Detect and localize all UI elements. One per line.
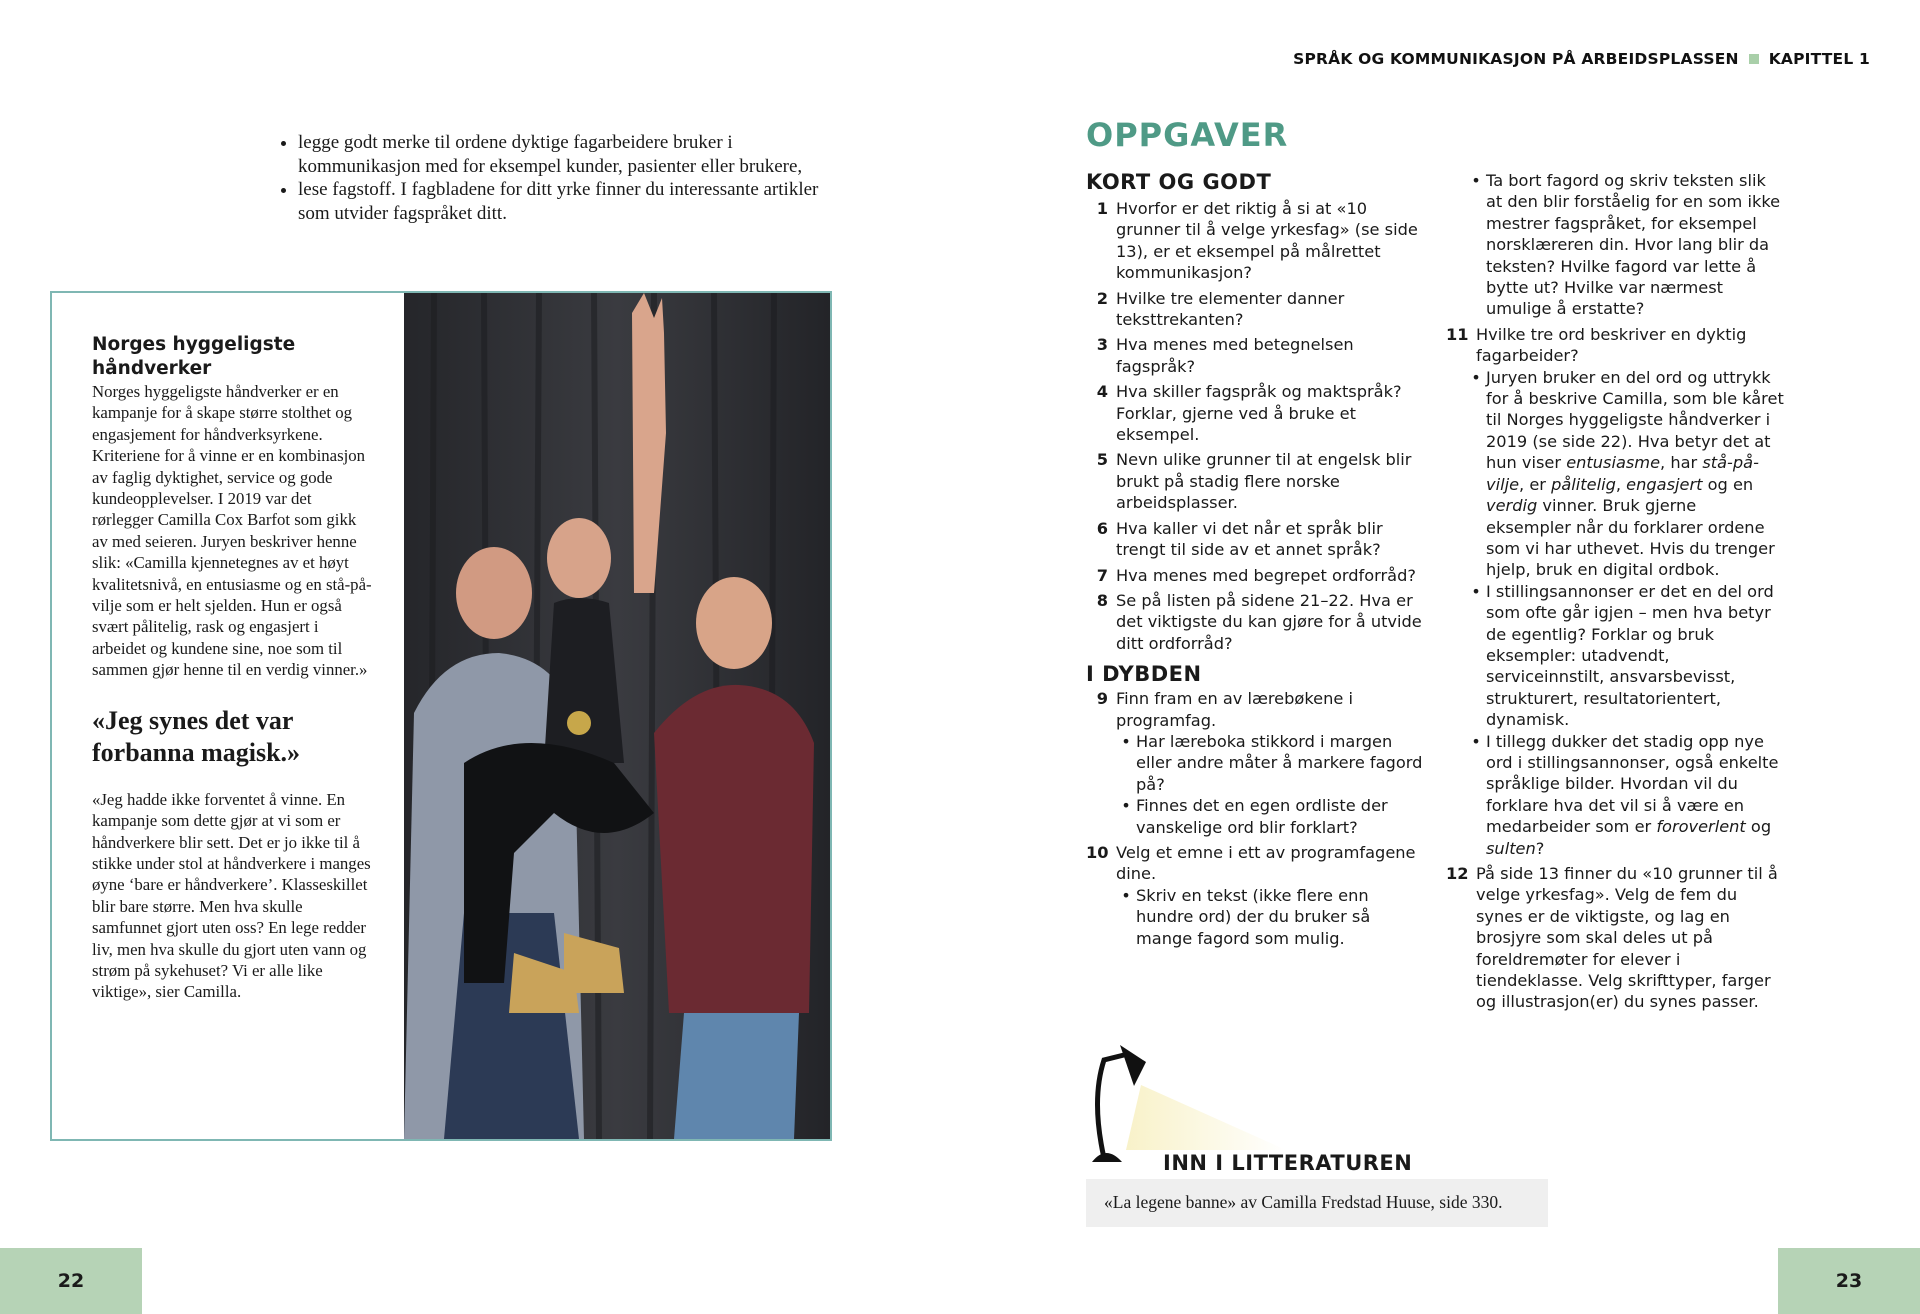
literature-reference: «La legene banne» av Camilla Fredstad Huuse, side 330.	[1086, 1179, 1548, 1227]
task-3: 3 Hva menes med betegnelsen fagspråk?	[1096, 335, 1354, 376]
feature-title: Norges hyggeligste håndverker	[92, 334, 296, 379]
task-11-subs	[1466, 367, 1786, 859]
task-11-sub: • I tillegg dukker det stadig opp nye ord i stillingsannonser, også enkelte språklige bilder. Hvordan vil du forklare hva det vil si å være en medarbeider som er foroverlent og sulten?	[1471, 731, 1779, 858]
running-header	[1293, 50, 1870, 68]
page-number-left: 22	[0, 1248, 142, 1314]
feature-body-2: «Jeg hadde ikke forventet å vinne. En kampanje som dette gjør at vi som er håndverkere blir sett. Det er jo ikke til å stikke under stol at håndverkere i manges øyne ‘bare er håndverkere’. Klasseskillet blir bare større. Men hva skulle samfunnet gjort uten oss? En lege redder liv, men hva skulle du gjort uten vann og strøm på sykehuset? Vi er alle like viktige», sier Camilla.	[92, 789, 371, 1002]
task-5: 5 Nevn ulike grunner til at engelsk blir brukt på stadig flere norske arbeidsplasser.	[1096, 450, 1412, 513]
feature-body: Norges hyggeligste håndverker er en kampanje for å skape større stolthet og engasjement for håndverksyrkene. Kriteriene for å vinne er en kombinasjon av faglig dyktighet, service og gode kundeopplevelser. I 2019 var det rørlegger Camilla Cox Barfot som gikk av med seieren. Juryen beskriver henne slik: «Camilla kjennetegnes av et høyt kvalitetsnivå, en entusiasme og en stå-på-vilje som er helt sjelden. Hun er også svært pålitelig, rask og engasjert i arbeidet og kundene sine, noe som til sammen gjør henne til en verdig vinner.»	[92, 382, 372, 680]
task-10-sub: • Skriv en tekst (ikke flere enn hundre ord) der du bruker så mange fagord som mulig.	[1121, 885, 1371, 948]
task-10-subs	[1116, 885, 1426, 949]
feature-box-text	[92, 333, 372, 1003]
page-number-right: 23	[1778, 1248, 1920, 1314]
intro-bullet: • lese fagstoff. I fagbladene for ditt yrke finner du interessante artikler som utvider fagspråket ditt.	[298, 178, 828, 225]
tasks-title: OPPGAVER	[1086, 116, 1289, 154]
task-10-subs-continued	[1466, 170, 1786, 320]
task-2: 2 Hvilke tre elementer danner teksttrekanten?	[1096, 288, 1345, 330]
task-9-sub: • Finnes det en egen ordliste der vanskelige ord blir forklart?	[1121, 796, 1388, 837]
task-11-sub: • Juryen bruker en del ord og uttrykk for å beskrive Camilla, som ble kåret til Norges hyggeligste håndverker i 2019 (se side 22). Hva betyr det at hun viser entusiasme, har stå-på-vilje, er pålitelig, engasjert og en verdig vinner. Bruk gjerne eksempler når du forklarer ordene som vi har uthevet. Hvis du trenger hjelp, bruk en digital ordbok.	[1471, 367, 1784, 580]
task-9: 9 Finn fram en av lærebøkene i programfag.	[1096, 689, 1353, 730]
chapter-title: SPRÅK OG KOMMUNIKASJON PÅ ARBEIDSPLASSEN	[1293, 50, 1739, 68]
tasks-column-1	[1086, 170, 1426, 949]
intro-bullet: • legge godt merke til ordene dyktige fagarbeidere bruker i kommunikasjon med for eksempel kunder, pasienter eller brukere,	[298, 131, 828, 178]
task-4: 4 Hva skiller fagspråk og maktspråk? Forklar, gjerne ved å bruke et eksempel.	[1096, 382, 1402, 445]
tasks-column-2	[1446, 170, 1786, 1017]
task-1: 1 Hvorfor er det riktig å si at «10 grunner til å velge yrkesfag» (se side 13), er et eksempel på målrettet kommunikasjon?	[1096, 199, 1418, 283]
task-11: 11 Hvilke tre ord beskriver en dyktig fagarbeider?	[1446, 324, 1747, 366]
section-heading-i-dybden: I DYBDEN	[1086, 662, 1202, 687]
award-photo	[404, 293, 830, 1139]
task-12: 12 På side 13 finner du «10 grunner til å velge yrkesfag». Velg de fem du synes er de viktigste, og lag en brosjyre som skal deles ut på foreldremøter for elever i tiendeklasse. Velg skrifttyper, farger og illustrasjon(er) du synes passer.	[1446, 864, 1778, 1012]
task-11-sub: • I stillingsannonser er det en del ord som ofte går igjen – men hva betyr de egentlig? Forklar og bruk eksempler: utadvendt, serviceinnstilt, ansvarsbevisst, strukturert, resultatorientert, dynamisk.	[1471, 581, 1774, 730]
section-heading-kort-og-godt: KORT OG GODT	[1086, 170, 1272, 194]
intro-bullets	[268, 131, 828, 225]
task-7: 7 Hva menes med begrepet ordforråd?	[1096, 565, 1416, 585]
task-6: 6 Hva kaller vi det når et språk blir trengt til side av et annet språk?	[1096, 518, 1383, 560]
task-9-subs	[1116, 731, 1426, 838]
chapter-label: KAPITTEL 1	[1768, 50, 1870, 68]
task-8: 8 Se på listen på sidene 21–22. Hva er det viktigste du kan gjøre for å utvide ditt ordforråd?	[1096, 590, 1422, 653]
task-10-sub: • Ta bort fagord og skriv teksten slik at den blir forståelig for en som ikke mestrer fagspråket, for eksempel norsklæreren din. Hvor lang blir da teksten? Hvilke fagord var lette å bytte ut? Hvilke var nærmest umulige å erstatte?	[1471, 171, 1781, 319]
literature-title: INN I LITTERATUREN	[1163, 1151, 1413, 1175]
task-9-sub: • Har læreboka stikkord i margen eller andre måter å markere fagord på?	[1121, 731, 1423, 794]
task-10: 10 Velg et emne i ett av programfagene dine.	[1086, 842, 1416, 884]
photo-illustration	[404, 293, 830, 1139]
feature-quote: «Jeg synes det var forbanna magisk.»	[92, 705, 301, 767]
header-square-icon	[1749, 54, 1759, 64]
